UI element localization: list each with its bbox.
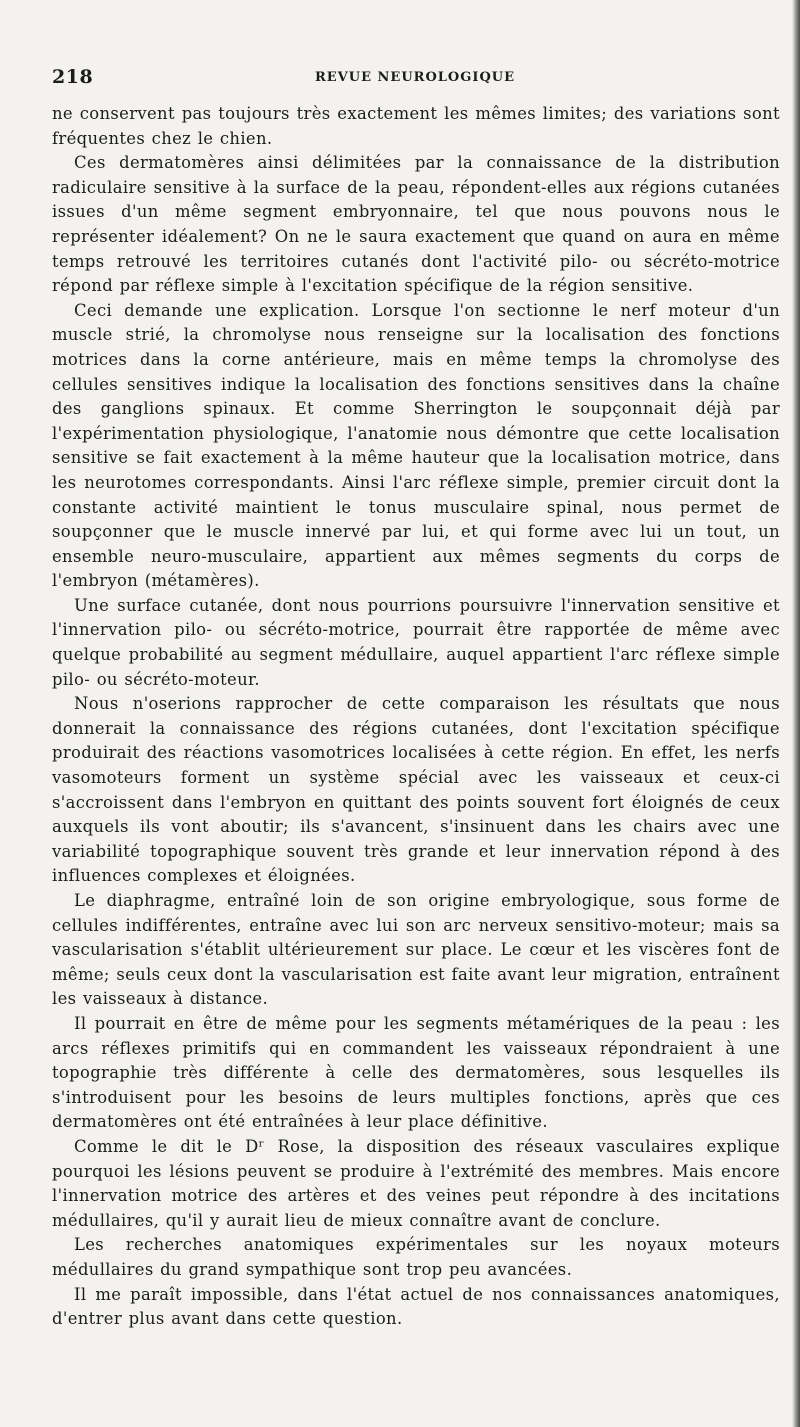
- paragraph: Il me paraît impossible, dans l'état actuel de nos connaissances anatomiques, d'entrer plus avant dans cette question.: [52, 1284, 780, 1329]
- paragraph: Il pourrait en être de même pour les segments métamériques de la peau : les arcs réflexes primitifs qui en commandent les vaisseaux répondraient à une topographie très différente à celle des dermatomères, sous lesquelles ils s'introduisent pour les besoins de leurs multiples fonctions, après que ces dermatomères ont été entraînées à leur place définitive.: [52, 1013, 780, 1132]
- page-number: 218: [52, 66, 94, 88]
- paragraph-continued: ne conservent pas toujours très exactement les mêmes limites; des variations sont fréquentes chez le chien.: [52, 104, 780, 148]
- paragraph: Nous n'oserions rapprocher de cette comparaison les résultats que nous donnerait la connaissance des régions cutanées, dont l'excitation spécifique produirait des réactions vasomotrices localisées à cette région. En effet, les nerfs vasomoteurs forment un système spécial avec les vaisseaux et ceux-ci s'accroissent dans l'embryon en quittant des points souvent fort éloignés de ceux auxquels ils vont aboutir; ils s'avancent, s'insinuent dans les chairs avec une variabilité topographique souvent très grande et leur innervation répond à des influences complexes et éloignées.: [52, 694, 780, 886]
- paragraph: Ceci demande une explication. Lorsque l'on sectionne le nerf moteur d'un muscle strié, la chromolyse nous renseigne sur la localisation des fonctions motrices dans la corne antérieure, mais en même temps la chromolyse des cellules sensitives indique la localisation des fonctions sensitives dans la chaîne des ganglions spinaux. Et comme Sherrington le soupçonnait déjà par l'expérimentation physiologique, l'anatomie nous démontre que cette localisation sensitive se fait exactement à la même hauteur que la localisation motrice, dans les neurotomes correspondants. Ainsi l'arc réflexe simple, premier circuit dont la constante activité maintient le tonus musculaire spinal, nous permet de soupçonner que le muscle innervé par lui, et qui forme avec lui un tout, un ensemble neuro-musculaire, appartient aux mêmes segments du corps de l'embryon (métamères).: [52, 300, 780, 591]
- paragraph: Les recherches anatomiques expérimentales sur les noyaux moteurs médullaires du grand sympathique sont trop peu avancées.: [52, 1235, 780, 1279]
- paragraph: Le diaphragme, entraîné loin de son origine embryologique, sous forme de cellules indifférentes, entraîne avec lui son arc nerveux sensitivo-moteur; mais sa vascularisation s'établit ultérieurement sur place. Le cœur et les viscères font de même; seuls ceux dont la vascularisation est faite avant leur migration, entraînent les vaisseaux à distance.: [52, 891, 780, 1009]
- page-binding-shadow: [792, 0, 800, 1427]
- paragraph: Comme le dit le Dʳ Rose, la disposition des réseaux vasculaires explique pourquoi les lésions peuvent se produire à l'extrémité des membres. Mais encore l'innervation motrice des artères et des veines peut répondre à des incitations médullaires, qu'il y aurait lieu de mieux connaître avant de conclure.: [52, 1136, 780, 1230]
- paragraph: Ces dermatomères ainsi délimitées par la connaissance de la distribution radiculaire sensitive à la surface de la peau, répondent-elles aux régions cutanées issues d'un même segment embryonnaire, tel que nous pouvons nous le représenter idéalement? On ne le saura exactement que quand on aura en même temps retrouvé les territoires cutanés dont l'activité pilo- ou sécréto-motrice répond par réflexe simple à l'excitation spécifique de la région sensitive.: [52, 153, 780, 296]
- running-title: REVUE NEUROLOGIQUE: [314, 70, 516, 85]
- paragraph: Une surface cutanée, dont nous pourrions poursuivre l'innervation sensitive et l'innervation pilo- ou sécréto-motrice, pourrait être rapportée de même avec quelque probabilité au segment médullaire, auquel appartient l'arc réflexe simple pilo- ou sécréto-moteur.: [52, 595, 780, 689]
- page-header: [52, 66, 778, 92]
- article-body: [52, 102, 780, 1332]
